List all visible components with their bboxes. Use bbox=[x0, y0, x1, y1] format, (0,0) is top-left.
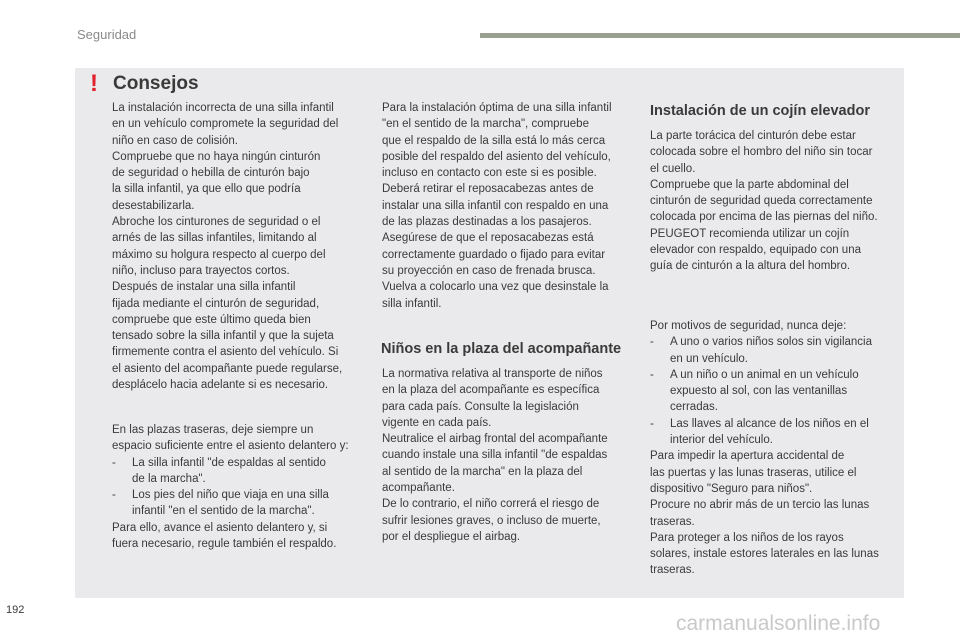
bullet-item bbox=[650, 416, 902, 449]
text-line: Por motivos de seguridad, nunca deje: bbox=[650, 320, 847, 332]
text-line: el asiento del acompañante puede regularse, bbox=[112, 362, 343, 375]
panel-title: Consejos bbox=[113, 73, 199, 94]
text-line: expuesto al sol, con las ventanillas bbox=[670, 385, 848, 398]
bullet-item bbox=[650, 334, 902, 367]
text-line: fuera necesario, regule también el respaldo. bbox=[112, 538, 337, 551]
text-line: posible del respaldo del asiento del vehículo, bbox=[382, 150, 611, 163]
warning-icon: ! bbox=[90, 70, 98, 97]
text-line: "en el sentido de la marcha", compruebe bbox=[382, 118, 589, 131]
text-line: Procure no abrir más de un tercio las lunas bbox=[650, 499, 870, 512]
advice-column-1 bbox=[112, 100, 364, 393]
text-line: Para ello, avance el asiento delantero y, si bbox=[112, 521, 328, 534]
text-line: en la plaza del acompañante es específica bbox=[382, 384, 600, 397]
text-line: arnés de las sillas infantiles, limitando al bbox=[112, 232, 317, 245]
text-line: Para proteger a los niños de los rayos bbox=[650, 531, 844, 544]
dash-bullet: - bbox=[650, 336, 654, 349]
text-line: Compruebe que la parte abdominal del bbox=[650, 178, 849, 191]
text-line: Neutralice el airbag frontal del acompañante bbox=[382, 433, 608, 446]
text-line: La parte torácica del cinturón debe estar bbox=[650, 130, 856, 142]
text-line: Vuelva a colocarlo una vez que desinstale la bbox=[382, 281, 609, 294]
text-line: desplácelo hacia adelante si es necesario. bbox=[112, 379, 329, 392]
dash-bullet: - bbox=[112, 456, 116, 469]
text-line: guía de cinturón a la altura del hombro. bbox=[650, 260, 851, 273]
text-line: colocada sobre el hombro del niño sin tocar bbox=[650, 146, 873, 159]
text-line: Compruebe que no haya ningún cinturón bbox=[112, 150, 321, 163]
text-line: cuando instale una silla infantil "de espaldas bbox=[382, 449, 608, 462]
text-line: las puertas y las lunas traseras, utilice el bbox=[650, 466, 857, 479]
text-line: Las llaves al alcance de los niños en el bbox=[670, 417, 869, 430]
text-line: desestabilizarla. bbox=[112, 199, 195, 212]
text-line: interior del vehículo. bbox=[670, 434, 773, 447]
text-line: colocada por encima de las piernas del niño. bbox=[650, 211, 878, 224]
safety-warnings-text bbox=[650, 318, 902, 579]
text-line: en un vehículo compromete la seguridad del bbox=[112, 118, 339, 131]
dash-bullet: - bbox=[112, 489, 116, 502]
text-line: cinturón de seguridad queda correctamente bbox=[650, 195, 873, 208]
subheading-front-seat: Niños en la plaza del acompañante bbox=[381, 341, 622, 357]
text-line: PEUGEOT recomienda utilizar un cojín bbox=[650, 227, 850, 240]
dash-bullet: - bbox=[650, 368, 654, 381]
text-line: elevador con respaldo, equipado con una bbox=[650, 244, 861, 257]
text-line: A un niño o un animal en un vehículo bbox=[670, 368, 859, 381]
booster-seat-text bbox=[650, 128, 902, 275]
text-line: de las plazas destinadas a los pasajeros. bbox=[382, 216, 592, 229]
text-line: A uno o varios niños solos sin vigilancia bbox=[670, 336, 873, 349]
text-line: cerradas. bbox=[670, 401, 718, 414]
text-line: niño en caso de colisión. bbox=[112, 134, 238, 147]
text-line: para cada país. Consulte la legislación bbox=[382, 400, 579, 413]
text-line: correctamente guardado o fijado para evitar bbox=[382, 248, 606, 261]
text-line: de la marcha". bbox=[132, 472, 206, 485]
text-line: Los pies del niño que viaja en una silla bbox=[132, 489, 329, 502]
text-line: dispositivo "Seguro para niños". bbox=[650, 482, 813, 495]
text-line: Abroche los cinturones de seguridad o el bbox=[112, 216, 321, 229]
text-line: traseras. bbox=[650, 564, 695, 577]
advice-column-2 bbox=[382, 100, 634, 312]
text-line: el cuello. bbox=[650, 162, 696, 175]
text-line: vigente en cada país. bbox=[382, 416, 492, 429]
text-line: acompañante. bbox=[382, 482, 455, 495]
text-line: instalar una silla infantil con respaldo en una bbox=[382, 199, 609, 212]
text-line: compruebe que este último queda bien bbox=[112, 313, 311, 326]
text-line: niño, incluso para trayectos cortos. bbox=[112, 264, 290, 277]
text-line: Para la instalación óptima de una silla infantil bbox=[382, 102, 612, 114]
text-line: al sentido de la marcha" en la plaza del bbox=[382, 465, 583, 478]
bullet-item bbox=[112, 455, 364, 488]
advice-column-1-rear bbox=[112, 422, 364, 552]
text-line: En las plazas traseras, deje siempre un bbox=[112, 424, 314, 436]
text-line: en un vehículo. bbox=[670, 352, 749, 365]
text-line: tensado sobre la silla infantil y que la sujeta bbox=[112, 330, 334, 343]
text-line: máximo su holgura respecto al cuerpo del bbox=[112, 248, 326, 261]
dash-bullet: - bbox=[650, 417, 654, 430]
text-line: espacio suficiente entre el asiento delantero y: bbox=[112, 440, 349, 453]
text-line: La silla infantil "de espaldas al sentido bbox=[132, 456, 326, 469]
text-line: silla infantil. bbox=[382, 297, 442, 310]
text-line: fijada mediante el cinturón de seguridad, bbox=[112, 297, 320, 310]
text-line: sufrir lesiones graves, o incluso de muerte, bbox=[382, 514, 601, 527]
bullet-item bbox=[650, 367, 902, 416]
text-line: incluso en contacto con este si es posible. bbox=[382, 167, 597, 180]
text-line: su proyección en caso de frenada brusca. bbox=[382, 264, 596, 277]
text-line: de seguridad o hebilla de cinturón bajo bbox=[112, 167, 310, 180]
text-line: Deberá retirar el reposacabezas antes de bbox=[382, 183, 594, 196]
header-rule bbox=[480, 33, 960, 38]
text-line: la silla infantil, ya que ello que podría bbox=[112, 183, 301, 196]
text-line: infantil "en el sentido de la marcha". bbox=[132, 505, 315, 518]
text-line: por el despliegue el airbag. bbox=[382, 530, 521, 543]
text-line: La normativa relativa al transporte de niños bbox=[382, 368, 603, 380]
text-line: La instalación incorrecta de una silla infantil bbox=[112, 102, 334, 114]
section-label: Seguridad bbox=[77, 27, 137, 42]
bullet-item bbox=[112, 487, 364, 520]
subheading-booster-seat: Instalación de un cojín elevador bbox=[650, 103, 870, 119]
text-line: solares, instale estores laterales en las lunas bbox=[650, 548, 879, 561]
page-number: 192 bbox=[6, 604, 25, 616]
text-line: Después de instalar una silla infantil bbox=[112, 281, 296, 294]
front-seat-text bbox=[382, 366, 634, 545]
text-line: que el respaldo de la silla está lo más cerca bbox=[382, 134, 606, 147]
text-line: De lo contrario, el niño correrá el riesgo de bbox=[382, 498, 600, 511]
text-line: traseras. bbox=[650, 515, 695, 528]
text-line: firmemente contra el asiento del vehículo. Si bbox=[112, 346, 339, 359]
text-line: Asegúrese de que el reposacabezas está bbox=[382, 232, 594, 245]
text-line: Para impedir la apertura accidental de bbox=[650, 450, 845, 463]
watermark: carmanualsonline.info bbox=[676, 612, 881, 635]
